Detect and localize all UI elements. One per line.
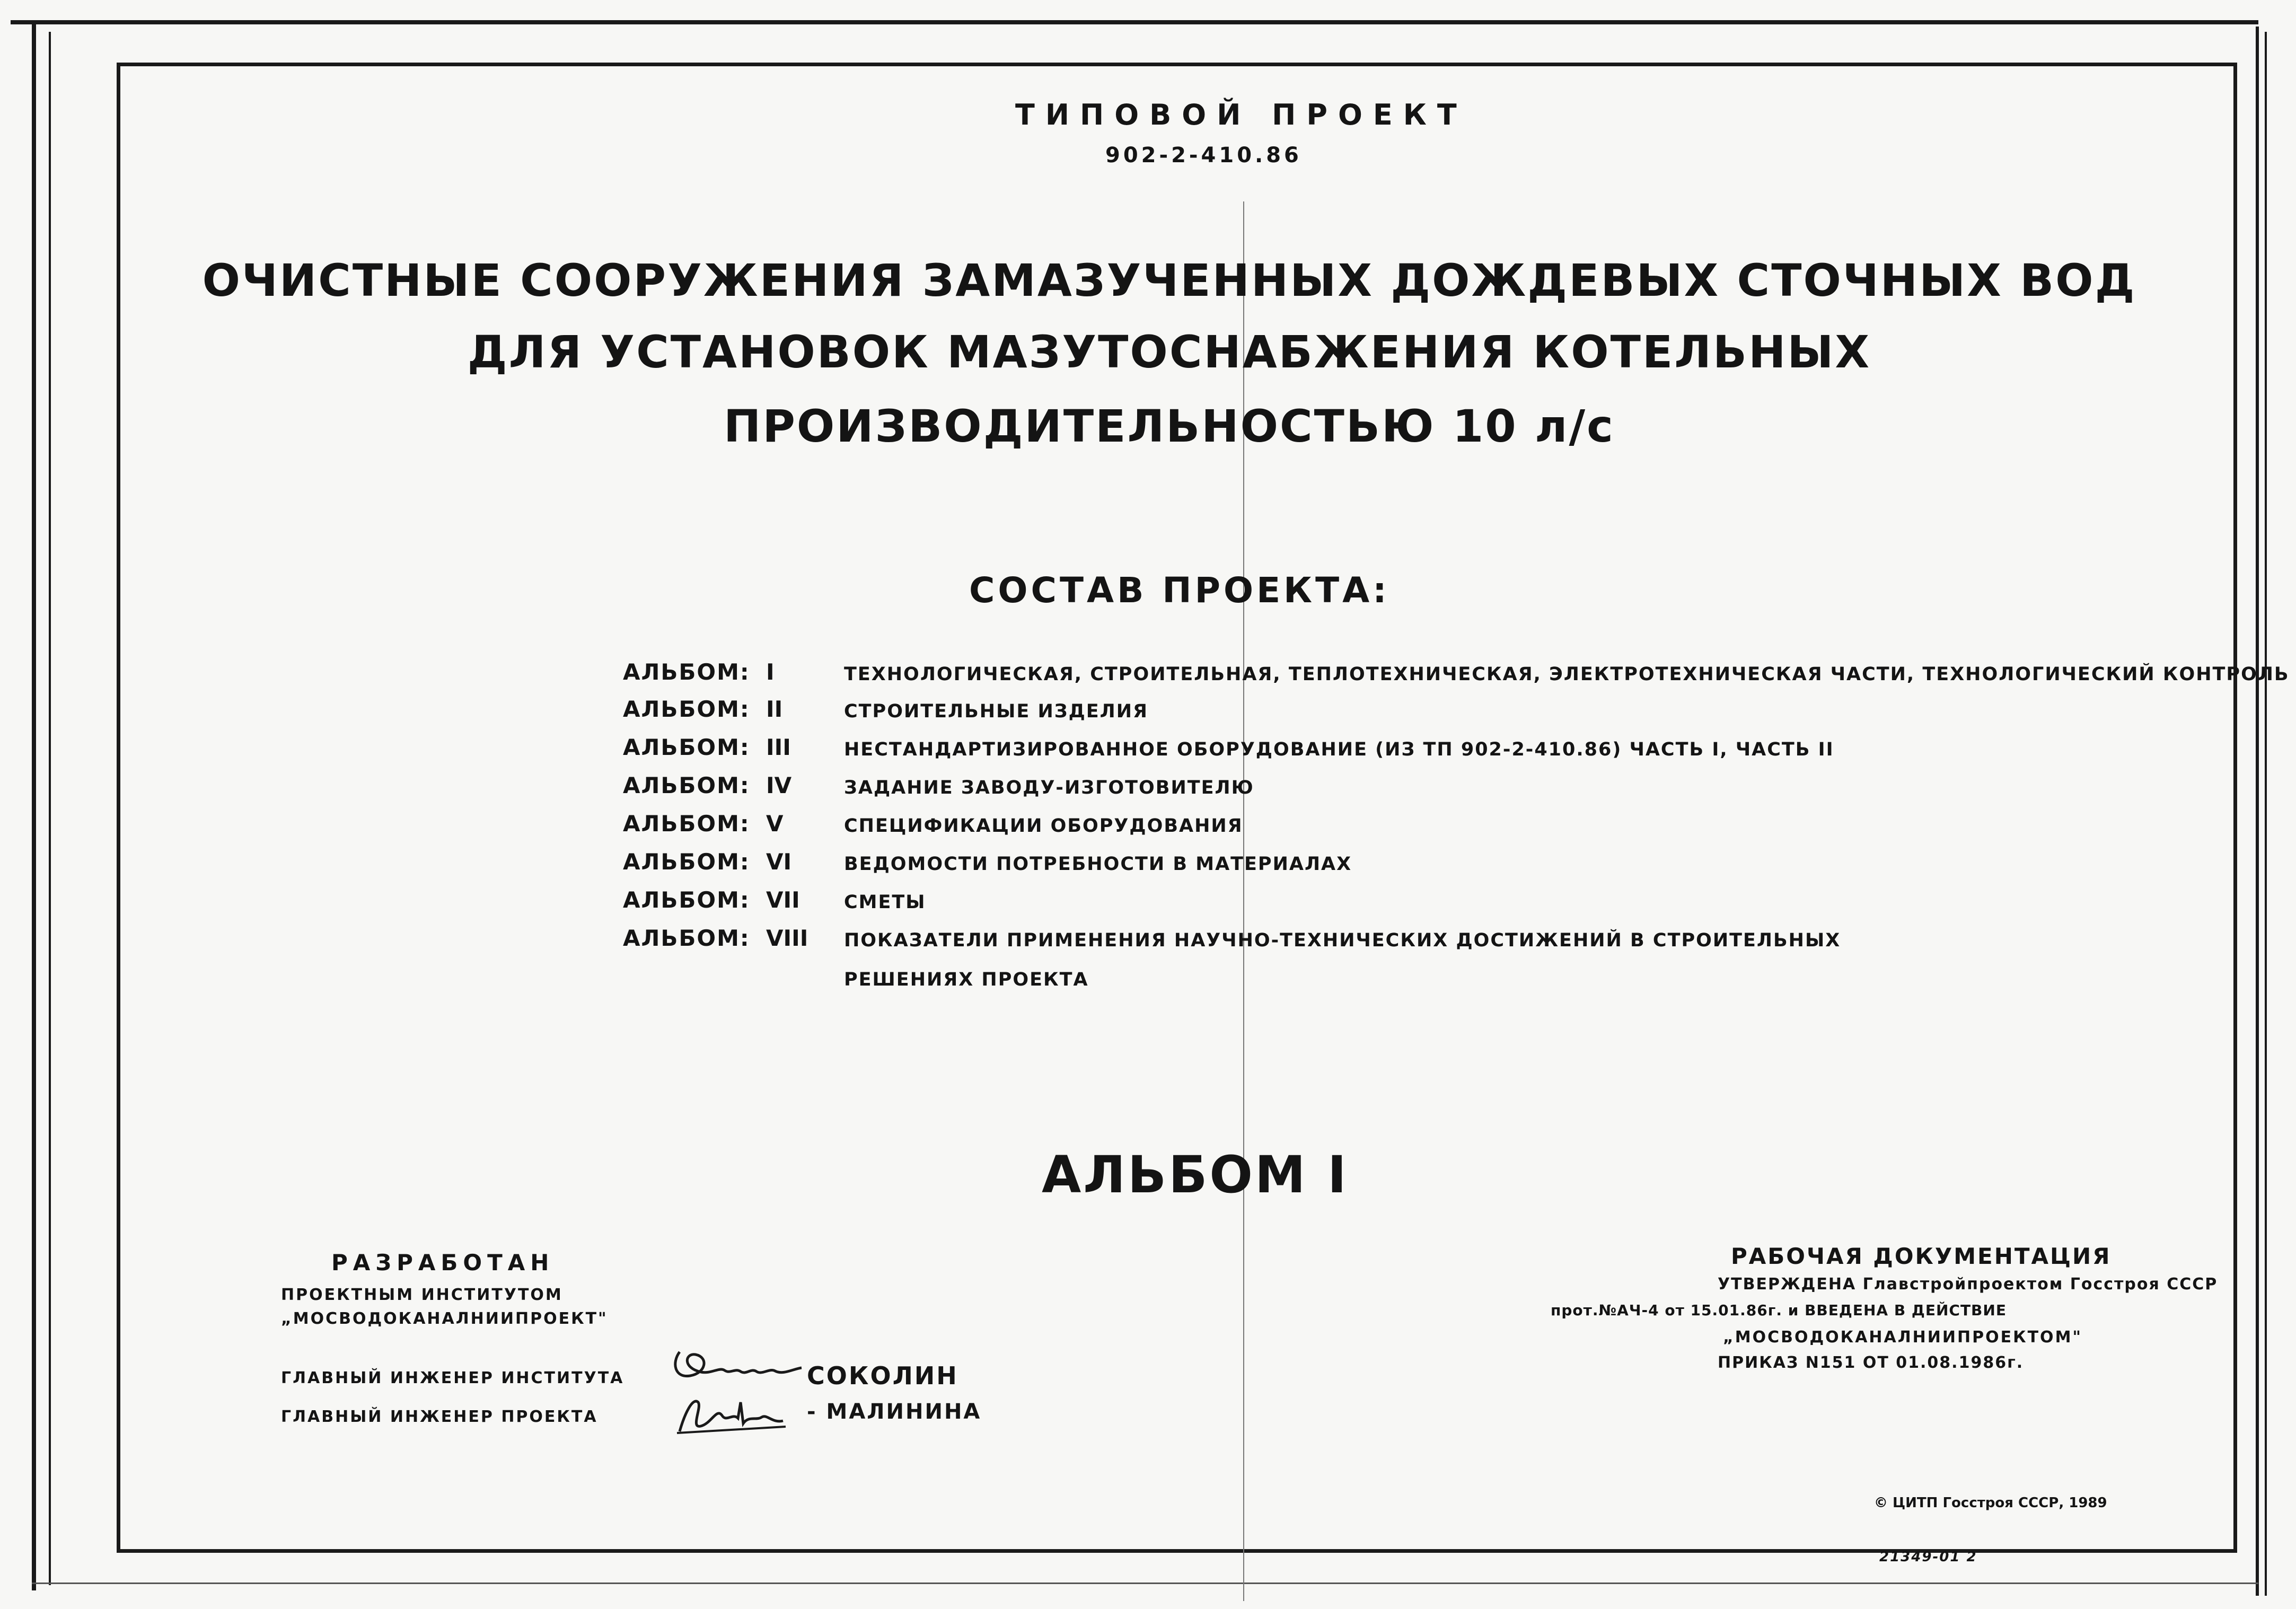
album-description: СТРОИТЕЛЬНЫЕ ИЗДЕЛИЯ <box>844 701 1148 722</box>
album-label: АЛЬБОМ: <box>623 849 750 875</box>
album-description: ЗАДАНИЕ ЗАВОДУ-ИЗГОТОВИТЕЛЮ <box>844 777 1254 798</box>
working-docs-line-2: прот.№АЧ-4 от 15.01.86г. и ВВЕДЕНА В ДЕЙСТВИЕ <box>1551 1302 2007 1319</box>
title-line-3: ПРОИЗВОДИТЕЛЬНОСТЬЮ 10 л/с <box>724 400 1615 452</box>
chief-engineer-institute-role: ГЛАВНЫЙ ИНЖЕНЕР ИНСТИТУТА <box>281 1369 624 1387</box>
album-number: VI <box>766 849 792 875</box>
album-label: АЛЬБОМ: <box>623 811 750 837</box>
album-title: АЛЬБОМ I <box>1042 1145 1349 1204</box>
album-number: IV <box>766 772 792 798</box>
working-docs-order: ПРИКАЗ N151 ОТ 01.08.1986г. <box>1718 1353 2024 1372</box>
album-number: VIII <box>766 925 808 951</box>
album-label: АЛЬБОМ: <box>623 925 750 951</box>
album-description: СПЕЦИФИКАЦИИ ОБОРУДОВАНИЯ <box>844 815 1243 837</box>
album-number: V <box>766 811 784 837</box>
album-label: АЛЬБОМ: <box>623 772 750 798</box>
developer-institute: „МОСВОДОКАНАЛНИИПРОЕКТ" <box>281 1309 608 1328</box>
inner-top-border <box>117 63 2237 66</box>
working-docs-line-1: УТВЕРЖДЕНА Главстройпроектом Госстроя СССР <box>1718 1275 2218 1294</box>
album-label: АЛЬБОМ: <box>623 887 750 913</box>
album-description: ВЕДОМОСТИ ПОТРЕБНОСТИ В МАТЕРИАЛАХ <box>844 854 1352 875</box>
chief-engineer-project-role: ГЛАВНЫЙ ИНЖЕНЕР ПРОЕКТА <box>281 1408 598 1426</box>
bottom-edge-line <box>32 1582 2258 1584</box>
album-label: АЛЬБОМ: <box>623 659 750 685</box>
album-description: НЕСТАНДАРТИЗИРОВАННОЕ ОБОРУДОВАНИЕ (ИЗ ТП 902-2-410.86) ЧАСТЬ I, ЧАСТЬ II <box>844 739 1834 760</box>
title-line-1: ОЧИСТНЫЕ СООРУЖЕНИЯ ЗАМАЗУЧЕННЫХ ДОЖДЕВЫХ СТОЧНЫХ ВОД <box>202 254 2136 306</box>
contents-heading: СОСТАВ ПРОЕКТА: <box>969 570 1390 611</box>
document-number: 21349-01 2 <box>1879 1549 1977 1565</box>
copyright-notice: © ЦИТП Госстроя СССР, 1989 <box>1874 1495 2107 1511</box>
working-docs-line-3: „МОСВОДОКАНАЛНИИПРОЕКТОМ" <box>1723 1328 2083 1347</box>
signature-1 <box>669 1341 807 1389</box>
title-line-2: ДЛЯ УСТАНОВОК МАЗУТОСНАБЖЕНИЯ КОТЕЛЬНЫХ <box>467 326 1871 378</box>
album-number: VII <box>766 887 800 913</box>
signature-2 <box>669 1392 807 1439</box>
working-docs-heading: РАБОЧАЯ ДОКУМЕНТАЦИЯ <box>1731 1243 2112 1269</box>
album-number: II <box>766 696 783 722</box>
album-description: СМЕТЫ <box>844 892 926 913</box>
developer-heading: РАЗРАБОТАН <box>331 1250 555 1276</box>
album-number: I <box>766 659 775 685</box>
album-number: III <box>766 734 791 760</box>
project-series-heading: ТИПОВОЙ ПРОЕКТ <box>1015 98 1467 131</box>
album-label: АЛЬБОМ: <box>623 696 750 722</box>
album-description: ПОКАЗАТЕЛИ ПРИМЕНЕНИЯ НАУЧНО-ТЕХНИЧЕСКИХ ДОСТИЖЕНИЙ В СТРОИТЕЛЬНЫХ <box>844 930 1841 951</box>
chief-engineer-institute-name: СОКОЛИН <box>807 1361 958 1390</box>
album-description-continued: РЕШЕНИЯХ ПРОЕКТА <box>844 969 1089 990</box>
album-label: АЛЬБОМ: <box>623 734 750 760</box>
chief-engineer-project-name: - МАЛИНИНА <box>807 1400 982 1424</box>
project-code: 902-2-410.86 <box>1105 143 1302 168</box>
album-description: ТЕХНОЛОГИЧЕСКАЯ, СТРОИТЕЛЬНАЯ, ТЕПЛОТЕХНИЧЕСКАЯ, ЭЛЕКТРОТЕХНИЧЕСКАЯ ЧАСТИ, ТЕХНОЛОГИЧЕСКИЙ КОНТРОЛЬ <box>844 664 2290 685</box>
outer-top-border <box>11 20 2258 24</box>
developer-line-1: ПРОЕКТНЫМ ИНСТИТУТОМ <box>281 1286 563 1304</box>
